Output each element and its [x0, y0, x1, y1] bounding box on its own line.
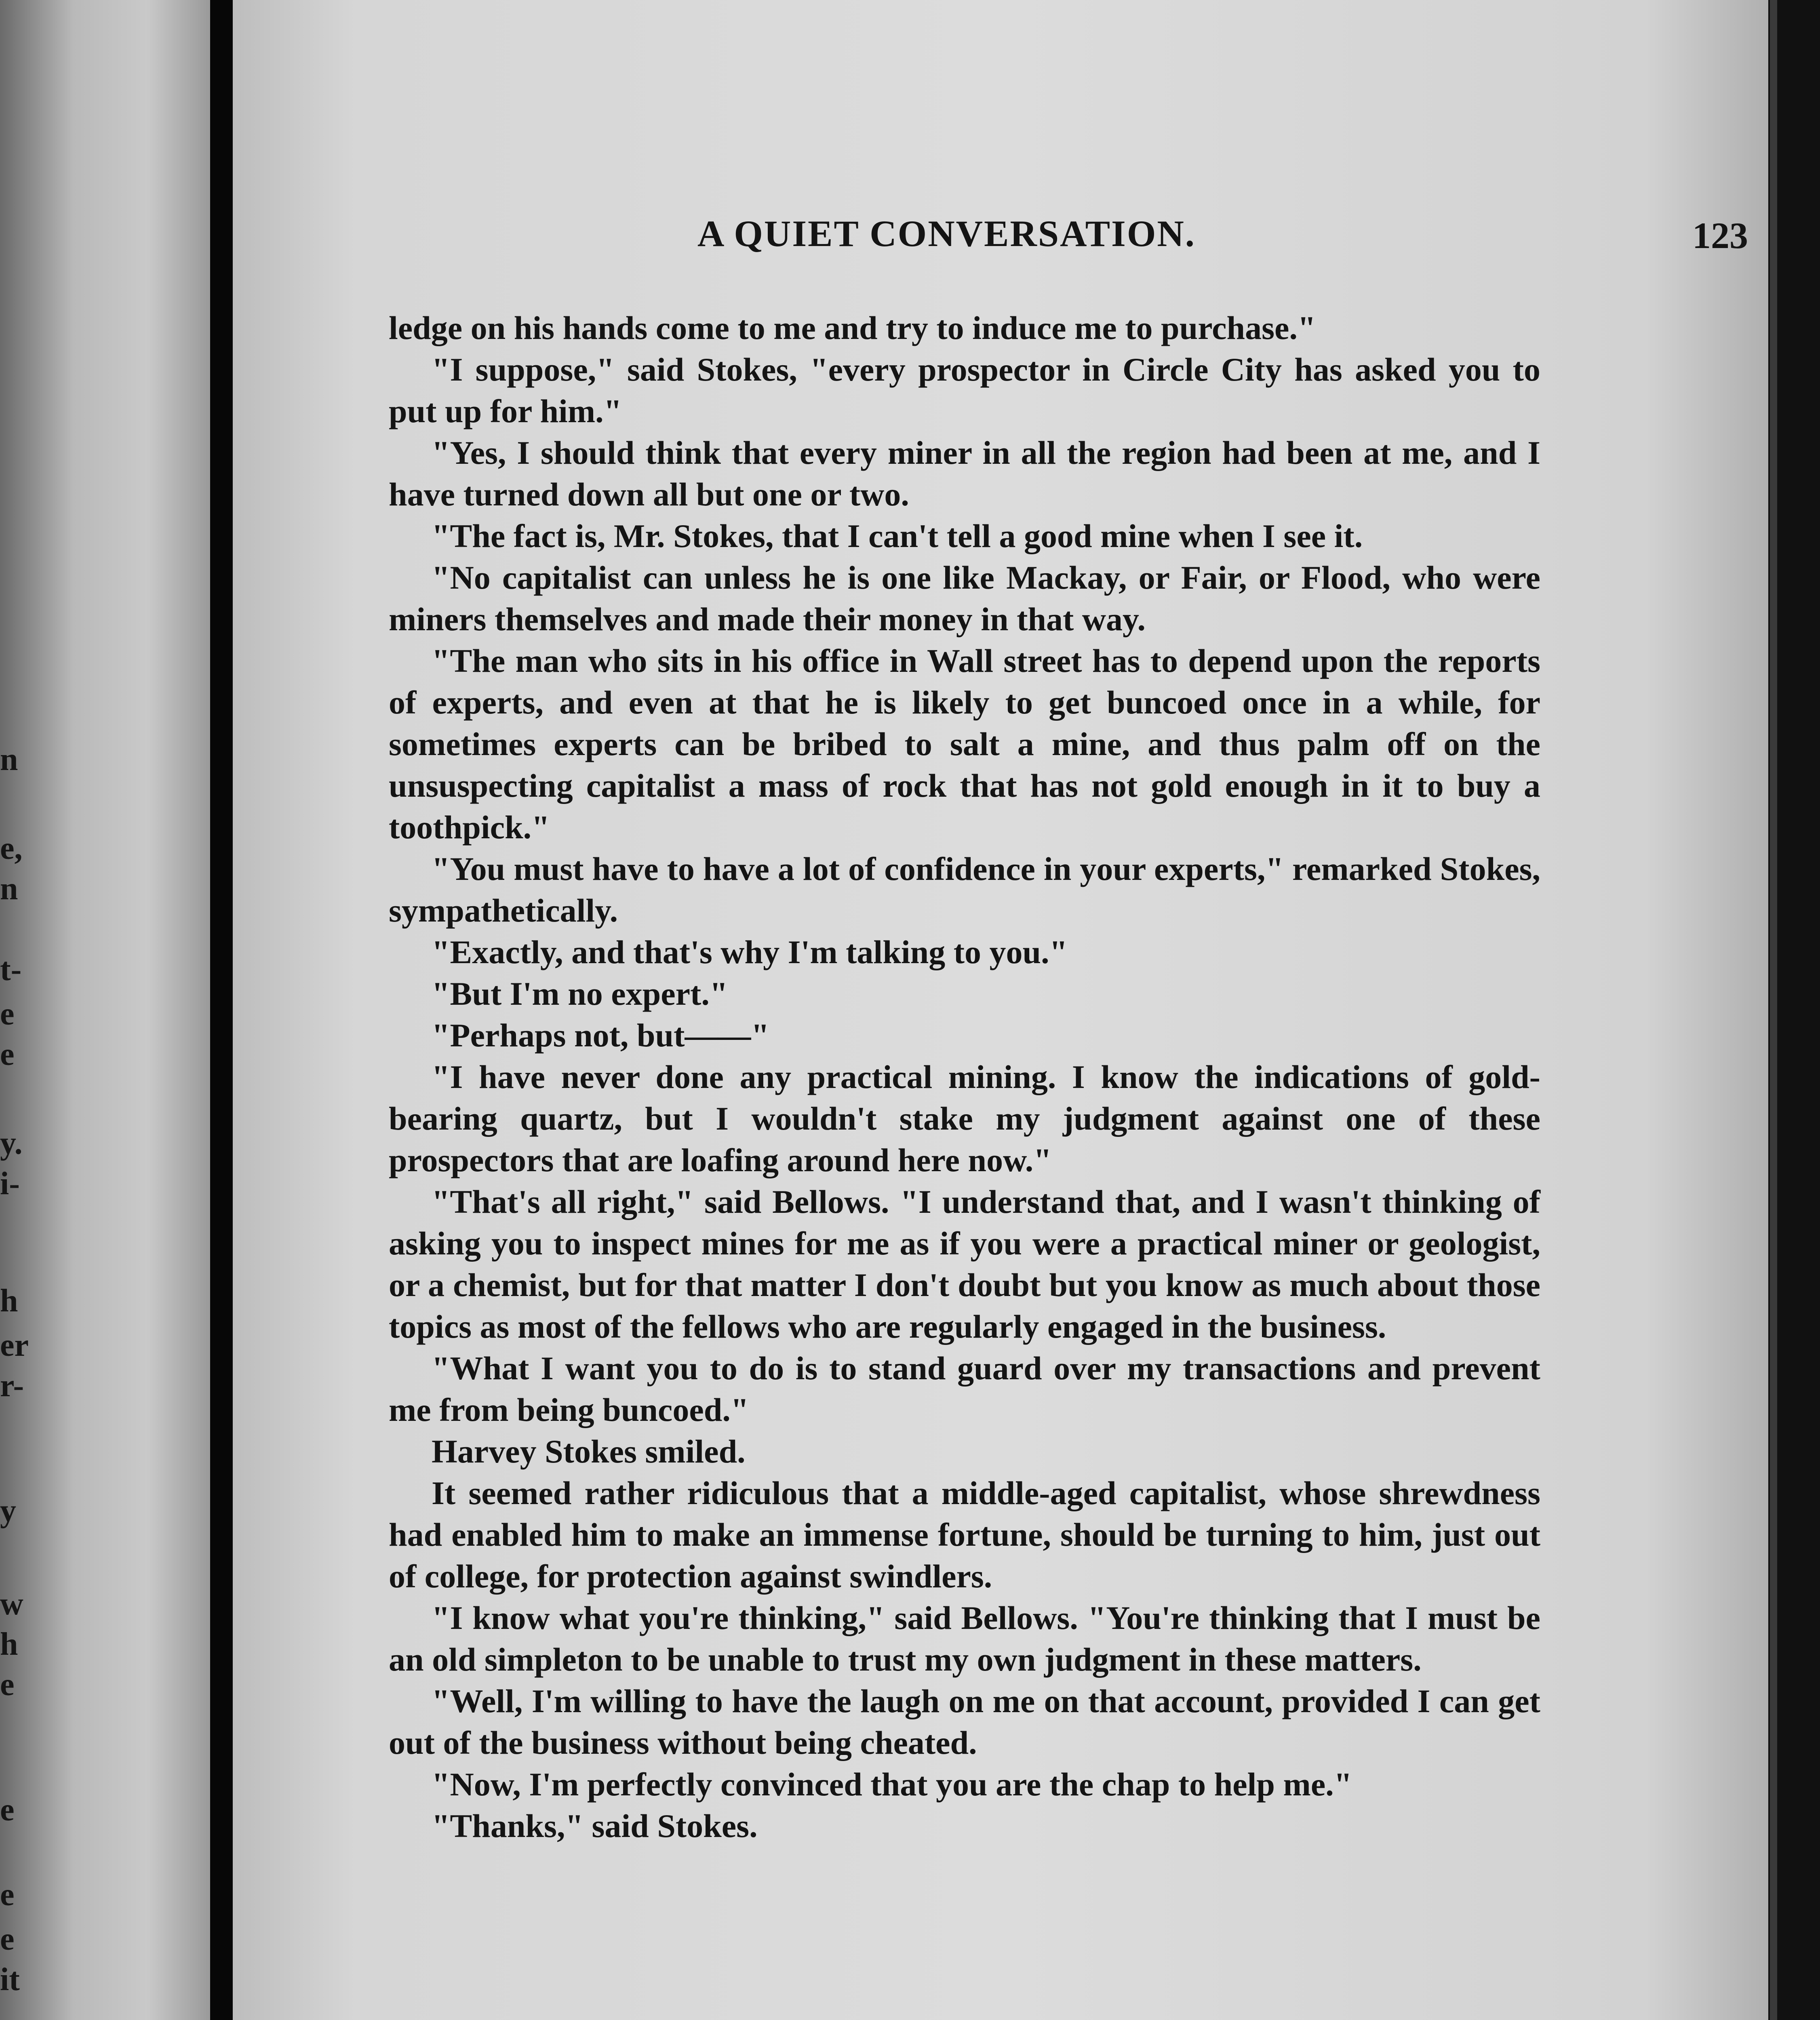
left-page-fragment: h: [0, 1283, 18, 1319]
paragraph: "Thanks," said Stokes.: [432, 1807, 758, 1844]
paragraph: "Yes, I should think that every miner in all the region had been at me, and I have turned down all but one or two.: [389, 434, 1540, 513]
paragraph: It seemed rather ridiculous that a middle-aged capitalist, whose shrewdness had enabled him to make an immense fortune, should be turning to him, just out of college, for protection against swindlers.: [389, 1475, 1540, 1595]
left-page-fragment: t-: [0, 952, 22, 987]
paragraph: "That's all right," said Bellows. "I understand that, and I wasn't thinking of asking you to inspect mines for me as if you were a practical miner or geologist, or a chemist, but for that matter I don't doubt but you know as much about those topics as most of the fellows who are regularly engaged in the business.: [389, 1183, 1540, 1345]
paragraph: "The fact is, Mr. Stokes, that I can't tell a good mine when I see it.: [432, 518, 1363, 554]
left-page-fragment: e: [0, 996, 15, 1032]
left-page-fragment: e: [0, 1037, 15, 1072]
paragraph: "You must have to have a lot of confidence in your experts," remarked Stokes, sympathetically.: [389, 850, 1540, 929]
book-gutter: [210, 0, 233, 2020]
left-page-fragment: n: [0, 871, 18, 907]
paragraph: "Exactly, and that's why I'm talking to you.": [432, 934, 1068, 970]
left-facing-page: [0, 0, 210, 2020]
left-page-fragment: e: [0, 1792, 15, 1828]
left-page-fragment: w: [0, 1586, 23, 1622]
paragraph: "I suppose," said Stokes, "every prospector in Circle City has asked you to put up for him.": [389, 351, 1540, 429]
left-page-fragment: er: [0, 1328, 29, 1363]
running-title: A QUIET CONVERSATION.: [697, 213, 1196, 254]
left-page-fragment: it: [0, 1962, 20, 1997]
page-number: 123: [1692, 215, 1748, 256]
paragraph: ledge on his hands come to me and try to induce me to purchase.": [389, 309, 1316, 346]
paragraph: "The man who sits in his office in Wall street has to depend upon the reports of experts, and even at that he is likely to get buncoed once in a while, for sometimes experts can be bribed to salt a mine, and thus palm off on the unsuspecting capitalist a mass of rock that has not gold enough in it to buy a toothpick.": [389, 642, 1540, 846]
left-page-fragment: y: [0, 1493, 16, 1529]
body-text: [389, 307, 1540, 1847]
book-page: [233, 0, 1768, 2020]
paragraph: Harvey Stokes smiled.: [432, 1433, 746, 1470]
left-page-fragment: h: [0, 1627, 18, 1662]
left-page-fragment: y.: [0, 1126, 23, 1161]
paragraph: "I have never done any practical mining. I know the indications of gold-bearing quartz, but I wouldn't stake my judgment against one of these prospectors that are loafing around here now.": [389, 1058, 1540, 1178]
paragraph: "Now, I'm perfectly convinced that you are the chap to help me.": [432, 1766, 1352, 1803]
left-page-fragment: r-: [0, 1368, 24, 1403]
paragraph: "No capitalist can unless he is one like Mackay, or Fair, or Flood, who were miners themselves and made their money in that way.: [389, 559, 1540, 638]
paragraph: "But I'm no expert.": [432, 975, 728, 1012]
page-edge-rule: [1770, 0, 1777, 2020]
page-header: [697, 212, 1748, 265]
paragraph: "I know what you're thinking," said Bellows. "You're thinking that I must be an old simpleton to be unable to trust my own judgment in these matters.: [389, 1599, 1540, 1678]
paragraph: "What I want you to do is to stand guard over my transactions and prevent me from being buncoed.": [389, 1350, 1540, 1428]
left-page-fragment: e,: [0, 831, 23, 866]
paragraph: "Well, I'm willing to have the laugh on me on that account, provided I can get out of the business without being cheated.: [389, 1683, 1540, 1761]
left-page-fragment: i-: [0, 1166, 20, 1201]
paragraph: "Perhaps not, but——": [432, 1017, 769, 1054]
left-page-fragment: n: [0, 742, 18, 777]
left-page-fragment: e: [0, 1921, 15, 1957]
left-page-fragment: e: [0, 1667, 15, 1702]
left-page-fragment: e: [0, 1877, 15, 1913]
